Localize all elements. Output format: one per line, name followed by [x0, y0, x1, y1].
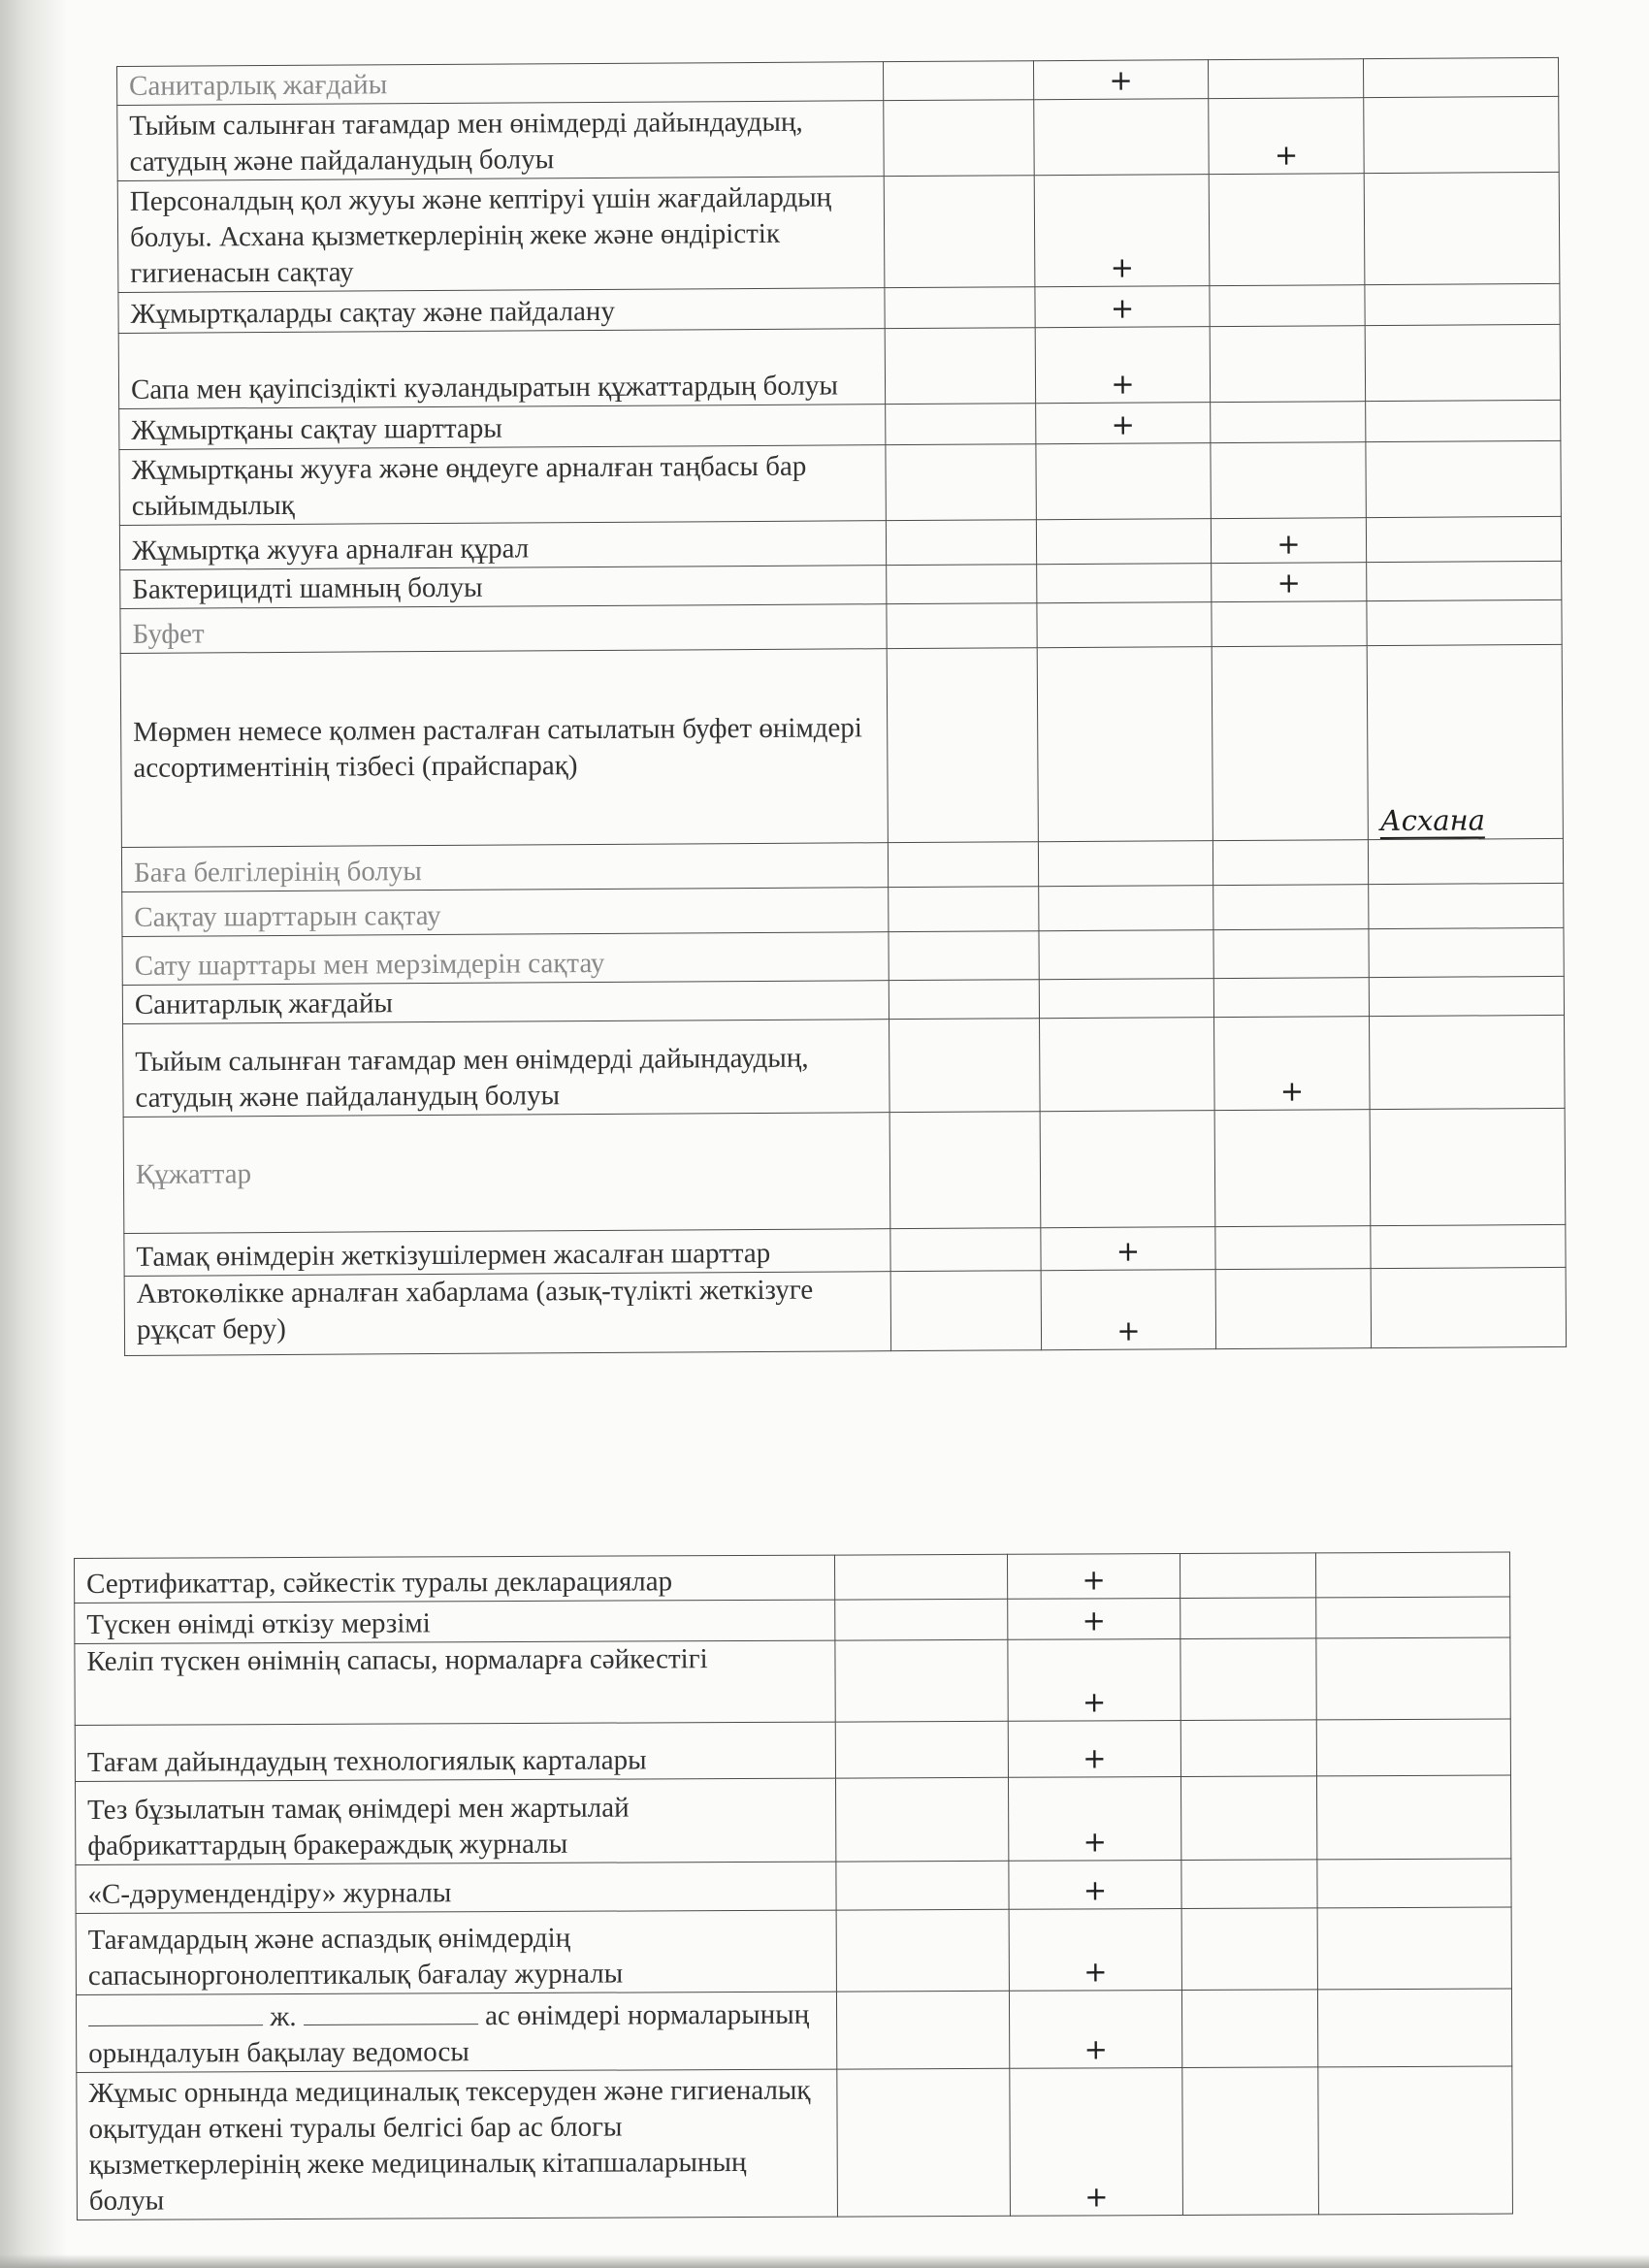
check-cell [884, 100, 1034, 177]
check-cell [1214, 1110, 1371, 1227]
check-cell [1180, 1720, 1316, 1777]
check-cell [1316, 1597, 1510, 1638]
table-row [119, 440, 1561, 525]
check-cell [1211, 442, 1366, 519]
row-label: Жұмыртқаны жууға және өңдеуге арналған таңбасы бар сыйымдылық [119, 445, 886, 526]
documents-checklist-table [74, 1552, 1513, 2220]
table-row [118, 324, 1560, 408]
check-cell [1316, 1637, 1510, 1720]
check-cell: + [1010, 2068, 1183, 2217]
row-label-prefix: ж. [270, 2001, 297, 2033]
check-cell [1180, 1776, 1316, 1861]
check-cell [889, 887, 1039, 932]
row-label: Персоналдың қол жууы және кептіруі үшін жағдайлардың болуы. Асхана қызметкерлерінің жеке және өндірістік гигиенасын сақтау [117, 177, 885, 293]
check-cell [889, 1019, 1041, 1113]
check-cell [1212, 601, 1367, 647]
table-row [76, 1859, 1511, 1913]
check-cell [885, 287, 1035, 329]
check-cell: + [1008, 1639, 1180, 1722]
check-cell [835, 1639, 1008, 1722]
row-label [76, 1992, 836, 2072]
check-cell [1316, 1775, 1510, 1860]
inspection-checklist-table [116, 57, 1567, 1356]
check-cell [1038, 841, 1212, 887]
check-cell [1363, 57, 1558, 97]
table-row [75, 1637, 1510, 1725]
check-cell [887, 603, 1037, 649]
check-cell [836, 1861, 1009, 1910]
row-label: Түскен өнімді өткізу мерзімі [75, 1600, 835, 1643]
row-label: Санитарлық жағдайы [117, 62, 884, 106]
blank-line [88, 1999, 263, 2026]
check-cell [1213, 929, 1369, 979]
check-cell [1317, 1907, 1511, 1990]
table-row [124, 1267, 1566, 1355]
check-cell [1181, 1860, 1317, 1909]
row-label: Сақтау шарттарын сақтау [122, 888, 889, 937]
check-cell: + [1212, 563, 1367, 602]
check-cell [837, 2068, 1011, 2217]
check-cell: + [1008, 1777, 1180, 1862]
scan-shadow-bottom [0, 2254, 1649, 2268]
check-cell [1212, 646, 1368, 841]
check-cell [885, 328, 1035, 405]
row-label: Буфет [120, 604, 887, 654]
check-cell [1039, 886, 1213, 931]
check-cell [883, 61, 1033, 101]
blank-line [304, 1998, 478, 2025]
check-cell [1317, 1989, 1511, 2067]
check-cell: + [1041, 1227, 1215, 1271]
check-cell [1366, 440, 1561, 517]
check-cell [1367, 599, 1562, 645]
row-label: Жұмыртқаны сақтау шарттары [119, 405, 886, 450]
check-cell: + [1211, 518, 1366, 564]
check-cell: + [1008, 1721, 1180, 1778]
row-label: Мөрмен немесе қолмен расталған сатылатын буфет өнімдері ассортиментінің тізбесі (прайспарақ) [120, 649, 888, 848]
check-cell [1370, 1108, 1566, 1225]
check-cell [836, 1991, 1009, 2069]
row-label: Тамақ өнімдерін жеткізушілермен жасалған шарттар [124, 1229, 890, 1277]
check-cell [1317, 1859, 1511, 1908]
check-cell [890, 1271, 1041, 1351]
check-cell [1366, 400, 1561, 441]
check-cell [1209, 174, 1365, 286]
check-cell [1180, 1598, 1316, 1639]
table-row [120, 644, 1563, 847]
check-cell [1365, 324, 1560, 401]
check-cell [1039, 930, 1213, 980]
check-cell [1215, 1226, 1371, 1270]
check-cell [1180, 1553, 1315, 1599]
table-row [117, 172, 1560, 292]
check-cell [1181, 1990, 1317, 2068]
check-cell [1181, 1908, 1317, 1991]
check-cell [1040, 1111, 1215, 1228]
check-cell [1213, 978, 1369, 1018]
check-cell: + [1034, 175, 1210, 287]
scan-shadow-left [0, 0, 68, 2268]
check-cell: + [1214, 1017, 1371, 1111]
check-cell [886, 444, 1036, 521]
row-label: Тез бұзылатын тамақ өнімдері мен жартылай фабрикаттардың бракераждық журналы [76, 1778, 836, 1864]
check-cell [1369, 927, 1564, 977]
check-cell [836, 1909, 1009, 1992]
table-row [76, 1907, 1511, 1994]
check-cell: + [1033, 60, 1208, 100]
check-cell [1368, 838, 1563, 884]
check-cell: + [1041, 1270, 1215, 1350]
check-cell: + [1008, 1599, 1180, 1640]
check-cell [1037, 564, 1212, 603]
check-cell [1037, 647, 1212, 842]
check-cell [1040, 1018, 1215, 1112]
check-cell [1039, 979, 1213, 1019]
check-cell [889, 1112, 1041, 1229]
check-cell [1211, 402, 1366, 443]
check-cell [835, 1599, 1008, 1640]
check-cell [1371, 1224, 1566, 1268]
row-label: Автокөлікке арналған хабарлама (азық-түлікті жеткізуге рұқсат беру) [124, 1272, 890, 1356]
table-row [75, 1552, 1510, 1603]
table-row [122, 927, 1564, 985]
check-cell [835, 1777, 1008, 1862]
check-cell [1315, 1552, 1509, 1598]
row-label: Тағам дайындаудың технологиялық карталары [75, 1722, 835, 1781]
handwritten-note [1367, 644, 1563, 839]
check-cell [1036, 443, 1211, 520]
check-cell [1369, 976, 1564, 1016]
row-label: «С-дәрумендендіру» журналы [76, 1862, 836, 1913]
check-cell [1037, 602, 1212, 648]
row-label: Санитарлық жағдайы [122, 981, 889, 1024]
check-cell: + [1209, 98, 1364, 175]
check-cell [887, 565, 1037, 604]
check-cell [1369, 883, 1564, 928]
check-cell: + [1036, 403, 1211, 444]
row-label-text: ас өнімдері нормаларының орындалуын бақылау ведомосы [88, 1998, 810, 2069]
table-row [75, 1719, 1510, 1781]
table-row [76, 1775, 1511, 1864]
row-label: Жұмыртқаларды сақтау және пайдалану [118, 288, 885, 334]
check-cell [1213, 885, 1369, 930]
row-label: Сату шарттары мен мерзімдерін сақтау [122, 932, 889, 986]
row-label: Бактерицидті шамның болуы [120, 566, 887, 609]
row-label: Тыйым салынған тағамдар мен өнімдерді дайындаудың, сатудың және пайдаланудың болуы [123, 1020, 890, 1118]
row-label: Сертификаттар, сәйкестік туралы декларациялар [75, 1555, 835, 1603]
check-cell [1318, 2066, 1513, 2215]
check-cell [834, 1554, 1007, 1600]
check-cell: + [1009, 1991, 1181, 2069]
check-cell [1316, 1719, 1510, 1776]
check-cell [886, 520, 1036, 566]
check-cell [1036, 519, 1211, 565]
check-cell [1370, 1015, 1566, 1109]
table-row [117, 96, 1559, 180]
check-cell [1366, 516, 1561, 562]
row-label: Келіп түскен өнімнің сапасы, нормаларға сәйкестігі [75, 1640, 835, 1725]
check-cell [1212, 840, 1368, 886]
check-cell [1208, 59, 1363, 99]
table-row [123, 1108, 1566, 1233]
check-cell [1364, 96, 1559, 173]
row-label: Тыйым салынған тағамдар мен өнімдерді дайындаудың, сатудың және пайдаланудың болуы [117, 101, 884, 181]
check-cell [888, 842, 1038, 888]
check-cell [886, 404, 1036, 445]
check-cell [884, 176, 1035, 288]
table-row [123, 1015, 1566, 1117]
check-cell [1215, 1269, 1371, 1349]
check-cell: + [1009, 1909, 1181, 1992]
check-cell: + [1035, 286, 1210, 328]
row-label: Баға белгілерінің болуы [121, 843, 888, 892]
check-cell [1034, 99, 1209, 176]
check-cell [887, 648, 1038, 843]
check-cell [1210, 326, 1365, 403]
check-cell [1365, 283, 1560, 325]
check-cell: + [1007, 1554, 1180, 1600]
table-row [77, 2066, 1513, 2219]
row-label: Жұмыртқа жууға арналған құрал [119, 521, 886, 570]
row-label: Тағамдардың және аспаздық өнімдердің сапасыноргонолептикалық бағалау журналы [76, 1910, 836, 1994]
check-cell [1367, 561, 1562, 600]
row-label: Сапа мен қауіпсіздікті куәландыратын құжаттардың болуы [118, 329, 885, 409]
table-row [76, 1989, 1511, 2072]
row-label: Құжаттар [123, 1113, 890, 1234]
check-cell: + [1009, 1861, 1181, 1910]
check-cell [835, 1721, 1008, 1778]
check-cell: + [1035, 327, 1210, 404]
handwritten-note-text: Асхана [1379, 803, 1486, 838]
table-row [75, 1597, 1510, 1643]
check-cell [1371, 1267, 1566, 1347]
row-label: Жұмыс орнында медициналық тексеруден және гигиеналық оқытудан өткені туралы белгісі бар ас блогы қызметкерлерінің жеке медициналық кітапшаларының болуы [77, 2069, 838, 2219]
check-cell [889, 980, 1039, 1020]
check-cell [1182, 2067, 1319, 2216]
check-cell [1364, 172, 1560, 284]
check-cell [889, 931, 1039, 981]
check-cell [890, 1228, 1041, 1272]
check-cell [1180, 1638, 1316, 1721]
check-cell [1210, 285, 1365, 327]
